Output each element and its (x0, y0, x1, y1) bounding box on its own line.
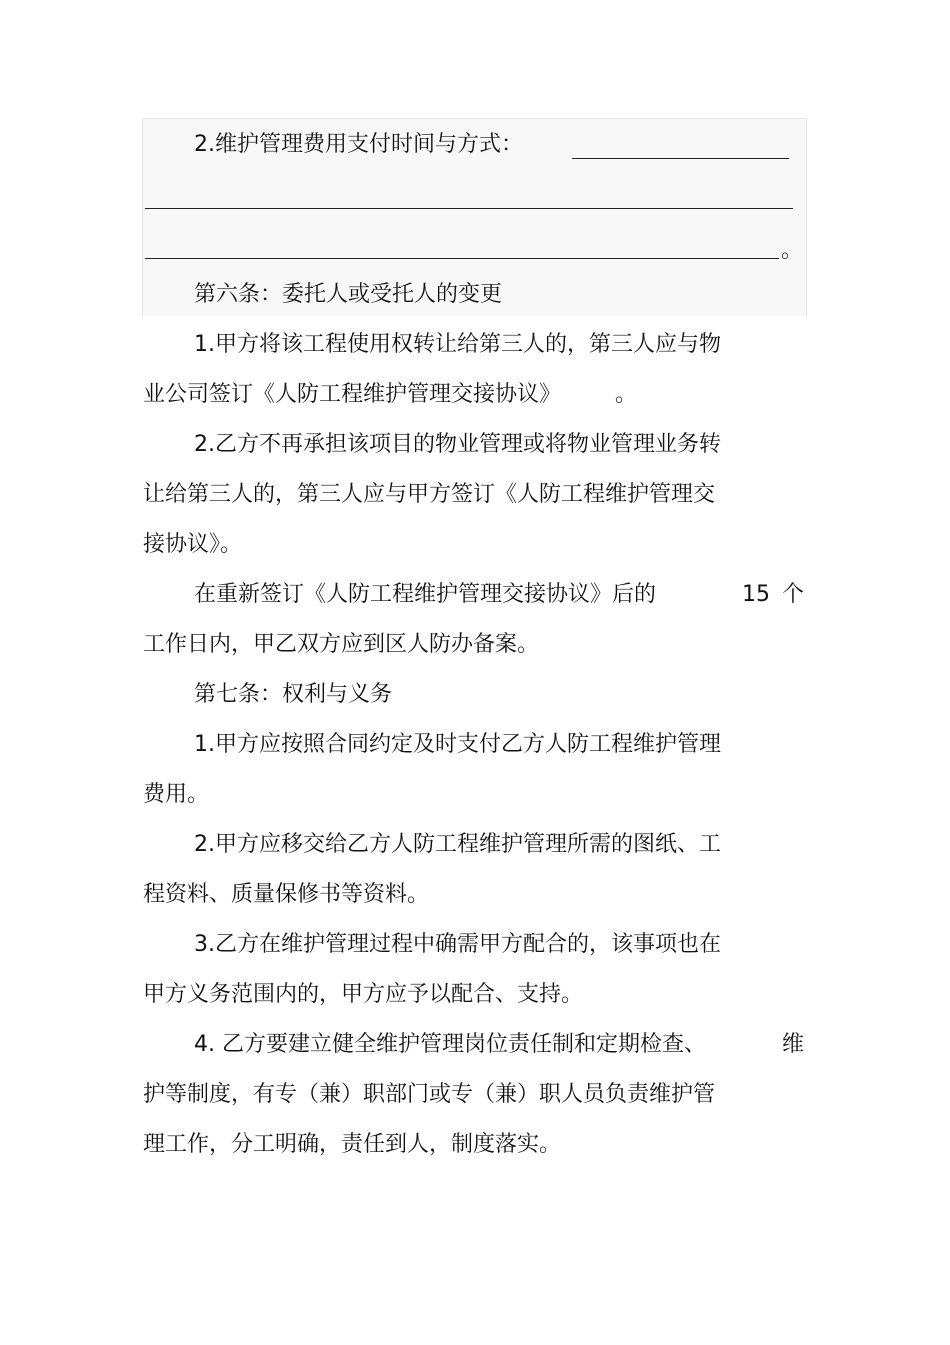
article6-item1-line2: 业公司签订《人防工程维护管理交接协议》 (143, 382, 562, 407)
article6-record-line2: 工作日内，甲乙双方应到区人防办备案。 (143, 632, 540, 657)
article7-item4-line1: 4. 乙方要建立健全维护管理岗位责任制和定期检查、 (194, 1032, 706, 1057)
article6-record-days: 15 (742, 582, 770, 607)
article6-item1-period: 。 (615, 382, 638, 407)
article6-item2-line1: 2.乙方不再承担该项目的物业管理或将物业管理业务转 (194, 432, 721, 457)
period-mark: 。 (781, 238, 804, 263)
article7-item3-line1: 3.乙方在维护管理过程中确需甲方配合的，该事项也在 (194, 932, 721, 957)
article7-item1-line2: 费用。 (143, 782, 210, 807)
blank-line (145, 208, 793, 209)
article7-item3-line2: 甲方义务范围内的，甲方应予以配合、支持。 (143, 982, 584, 1007)
article7-item4-line1-end: 维 (782, 1032, 805, 1057)
article7-item4-line3: 理工作，分工明确，责任到人，制度落实。 (143, 1132, 562, 1157)
blank-line (145, 258, 779, 259)
payment-heading: 2.维护管理费用支付时间与方式： (194, 132, 523, 157)
article6-record-unit: 个 (782, 582, 805, 607)
article6-item2-line2: 让给第三人的，第三人应与甲方签订《人防工程维护管理交 (143, 482, 716, 507)
article7-item4-line2: 护等制度，有专（兼）职部门或专（兼）职人员负责维护管 (143, 1082, 716, 1107)
blank-line (572, 158, 789, 159)
article6-title: 第六条：委托人或受托人的变更 (194, 282, 503, 307)
article6-record-line1: 在重新签订《人防工程维护管理交接协议》后的 (194, 582, 657, 607)
article7-item2-line2: 程资料、质量保修书等资料。 (143, 882, 430, 907)
article7-title: 第七条：权利与义务 (194, 682, 393, 707)
article7-item2-line1: 2.甲方应移交给乙方人防工程维护管理所需的图纸、工 (194, 832, 721, 857)
article7-item1-line1: 1.甲方应按照合同约定及时支付乙方人防工程维护管理 (194, 732, 721, 757)
article6-item2-line3: 接协议》。 (143, 532, 243, 557)
article6-item1-line1: 1.甲方将该工程使用权转让给第三人的，第三人应与物 (194, 332, 721, 357)
